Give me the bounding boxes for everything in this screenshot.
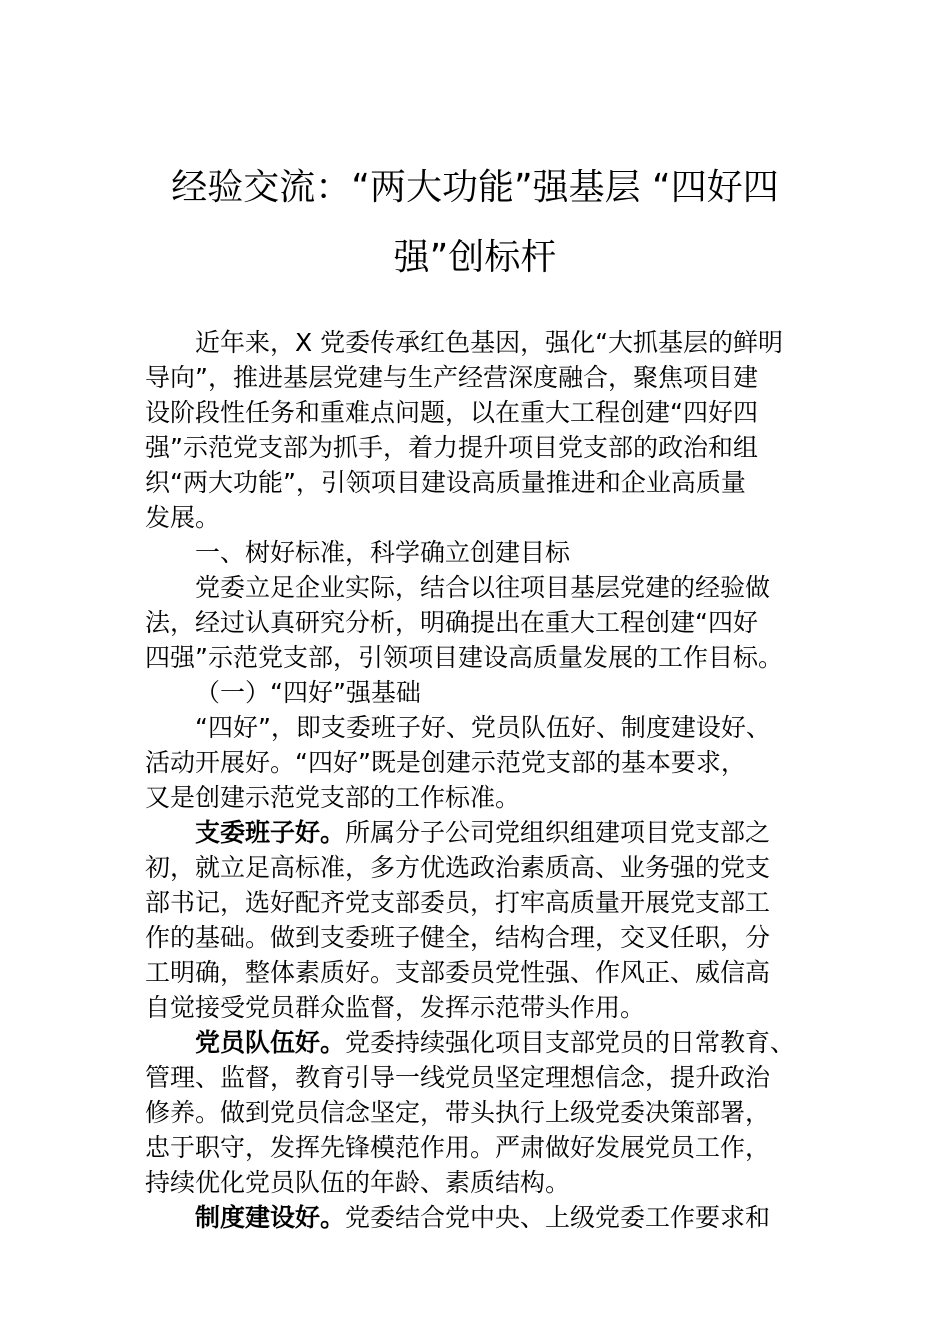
body-line: 工明确，整体素质好。支部委员党性强、作风正、威信高 (145, 958, 771, 987)
body-line: “四好”，即支委班子好、党员队伍好、制度建设好、 (195, 713, 771, 742)
section-heading: 一、树好标准，科学确立创建目标 (195, 538, 571, 567)
body-line: 作的基础。做到支委班子健全，结构合理，交叉任职，分 (145, 923, 771, 952)
bold-lead-in: 制度建设好。 (195, 1203, 346, 1232)
body-line: 织“两大功能”，引领项目建设高质量推进和企业高质量 (145, 468, 746, 497)
body-line: 近年来，X 党委传承红色基因，强化“大抓基层的鲜明 (195, 328, 784, 357)
bold-lead-in: 党员队伍好。 (195, 1028, 346, 1057)
body-line: 发展。 (145, 503, 221, 532)
body-line: 支委班子好。所属分子公司党组织组建项目党支部之 (195, 818, 771, 847)
body-line: 制度建设好。党委结合党中央、上级党委工作要求和 (195, 1203, 771, 1232)
body-line: 管理、监督，教育引导一线党员坚定理想信念，提升政治 (145, 1063, 771, 1092)
body-line: 修养。做到党员信念坚定，带头执行上级党委决策部署， (145, 1098, 771, 1127)
document-title-line-1: 经验交流：“两大功能”强基层 “四好四 (171, 167, 779, 208)
body-line: 持续优化党员队伍的年龄、素质结构。 (145, 1168, 571, 1197)
body-line: 活动开展好。“四好”既是创建示范党支部的基本要求， (145, 748, 746, 777)
body-line: 初，就立足高标准，多方优选政治素质高、业务强的党支 (145, 853, 771, 882)
body-line: 法，经过认真研究分析，明确提出在重大工程创建“四好 (145, 608, 758, 637)
body-line: 导向”，推进基层党建与生产经营深度融合，聚焦项目建 (145, 363, 758, 392)
body-line: 党委立足企业实际，结合以往项目基层党建的经验做 (195, 573, 771, 602)
body-line: 又是创建示范党支部的工作标准。 (145, 783, 521, 812)
body-line: 部书记，选好配齐党支部委员，打牢高质量开展党支部工 (145, 888, 771, 917)
document-title-line-2: 强”创标杆 (393, 237, 557, 278)
body-line: 忠于职守，发挥先锋模范作用。严肃做好发展党员工作， (145, 1133, 771, 1162)
body-line: 四强”示范党支部，引领项目建设高质量发展的工作目标。 (145, 643, 783, 672)
body-line: 自觉接受党员群众监督，发挥示范带头作用。 (145, 993, 646, 1022)
body-line: 党员队伍好。党委持续强化项目支部党员的日常教育、 (195, 1028, 796, 1057)
body-line: 设阶段性任务和重难点问题，以在重大工程创建“四好四 (145, 398, 758, 427)
subsection-heading: （一）“四好”强基础 (195, 678, 421, 707)
body-line: 强”示范党支部为抓手，着力提升项目党支部的政治和组 (145, 433, 758, 462)
bold-lead-in: 支委班子好。 (195, 818, 346, 847)
